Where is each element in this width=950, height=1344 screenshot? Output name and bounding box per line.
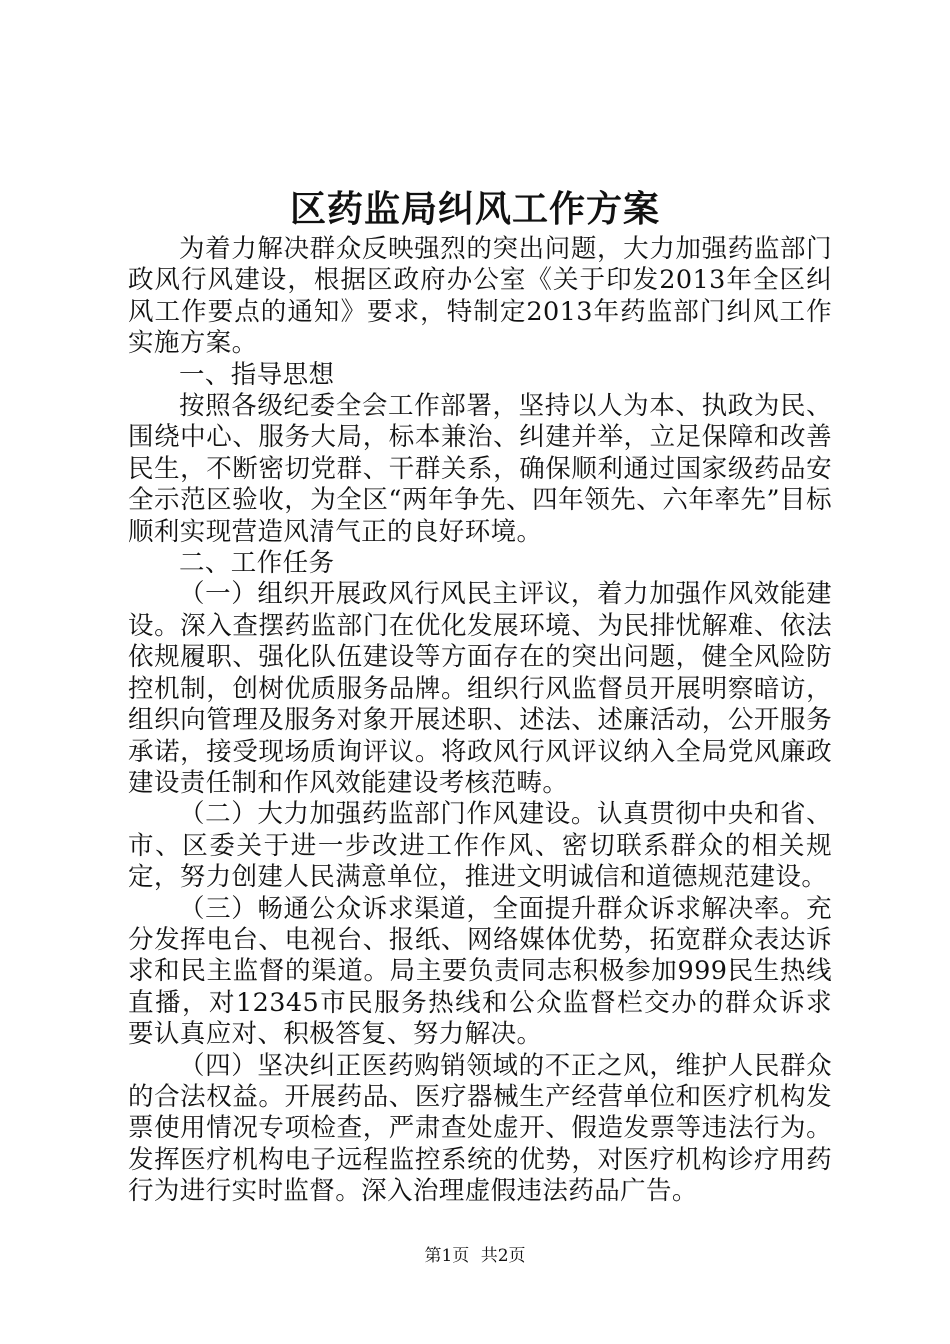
task-paragraph-4: （四）坚决纠正医药购销领域的不正之风，维护人民群众的合法权益。开展药品、医疗器械生产经营单位和医疗机构发票使用情况专项检查，严肃查处虚开、假造发票等违法行为。发挥医疗机构电子远程监控系统的优势，对医疗机构诊疗用药行为进行实时监督。深入治理虚假违法药品广告。 <box>128 1050 832 1207</box>
page-number: 第1页 <box>424 1246 470 1266</box>
section-heading-tasks: 二、工作任务 <box>179 548 335 579</box>
task-paragraph-1: （一）组织开展政风行风民主评议，着力加强作风效能建设。深入查摆药监部门在优化发展环境、为民排忧解难、依法依规履职、强化队伍建设等方面存在的突出问题，健全风险防控机制，创树优质服务品牌。组织行风监督员开展明察暗访，组织向管理及服务对象开展述职、述法、述廉活动，公开服务承诺，接受现场质询评议。将政风行风评议纳入全局党风廉政建设责任制和作风效能建设考核范畴。 <box>128 579 832 798</box>
document-body <box>128 234 832 1208</box>
document-title: 区药监局纠风工作方案 <box>289 188 660 230</box>
task-paragraph-2: （二）大力加强药监部门作风建设。认真贯彻中央和省、市、区委关于进一步改进工作作风、密切联系群众的相关规定，努力创建人民满意单位，推进文明诚信和道德规范建设。 <box>128 799 832 893</box>
page-total: 共2页 <box>480 1246 526 1266</box>
page-footer <box>0 1245 950 1267</box>
task-paragraph-3: （三）畅通公众诉求渠道，全面提升群众诉求解决率。充分发挥电台、电视台、报纸、网络媒体优势，拓宽群众表达诉求和民主监督的渠道。局主要负责同志积极参加999民生热线直播，对12345市民服务热线和公众监督栏交办的群众诉求要认真应对、积极答复、努力解决。 <box>128 893 832 1050</box>
section-heading-guiding-thought: 一、指导思想 <box>179 359 335 390</box>
guiding-thought-paragraph: 按照各级纪委全会工作部署，坚持以人为本、执政为民、围绕中心、服务大局，标本兼治、纠建并举，立足保障和改善民生，不断密切党群、干群关系，确保顺利通过国家级药品安全示范区验收，为全区“两年争先、四年领先、六年率先”目标顺利实现营造风清气正的良好环境。 <box>128 391 832 547</box>
intro-paragraph: 为着力解决群众反映强烈的突出问题，大力加强药监部门政风行风建设，根据区政府办公室《关于印发2013年全区纠风工作要点的通知》要求，特制定2013年药监部门纠风工作实施方案。 <box>128 234 832 359</box>
